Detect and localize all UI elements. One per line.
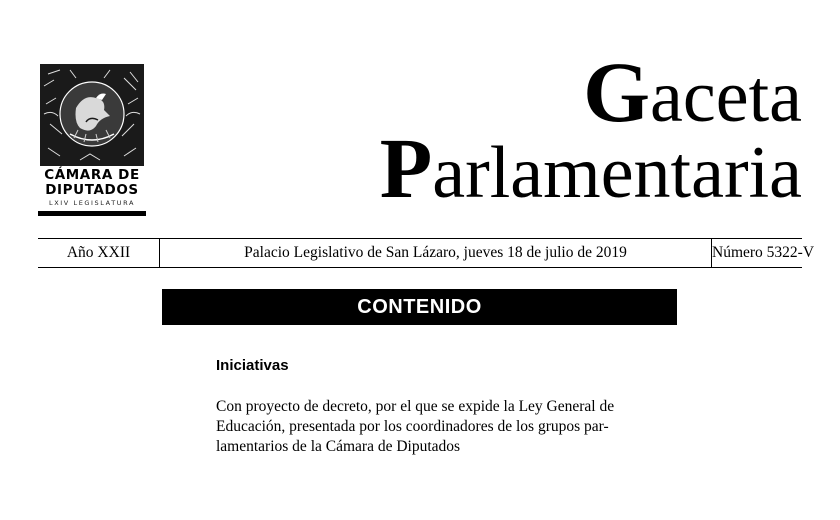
section-heading: Iniciativas <box>216 357 289 374</box>
contents-item[interactable] <box>216 397 646 457</box>
logo-underline <box>38 211 146 216</box>
contents-banner: CONTENIDO <box>162 289 677 325</box>
contents-item-line: Con proyecto de decreto, por el que se expide la Ley General de <box>216 398 615 415</box>
national-seal-icon <box>40 64 144 166</box>
title-initial-g: G <box>583 44 651 140</box>
gazette-title-line2 <box>379 120 802 216</box>
legislature-label: LXIV LEGISLATURA <box>48 199 136 207</box>
contents-item-line: Educación, presentada por los coordinadores de los grupos par- <box>216 418 609 435</box>
gazette-title-line1 <box>583 44 802 140</box>
chamber-name-line1: CÁMARA DE <box>44 167 140 183</box>
issue-info-bar <box>38 238 815 268</box>
issue-number: Número 5322-V <box>712 244 815 261</box>
chamber-name <box>38 168 146 198</box>
issue-year: Año XXII <box>38 239 160 267</box>
issue-place-date: Palacio Legislativo de San Lázaro, jueves 18 de julio de 2019 <box>160 239 712 267</box>
chamber-name-line2: DIPUTADOS <box>45 182 139 198</box>
title-initial-p: P <box>379 120 433 216</box>
contents-item-line: lamentarios de la Cámara de Diputados <box>216 438 461 455</box>
title-rest-arlamentaria: arlamentaria <box>432 132 802 214</box>
title-rest-aceta: aceta <box>650 56 802 138</box>
chamber-logo <box>38 62 146 218</box>
